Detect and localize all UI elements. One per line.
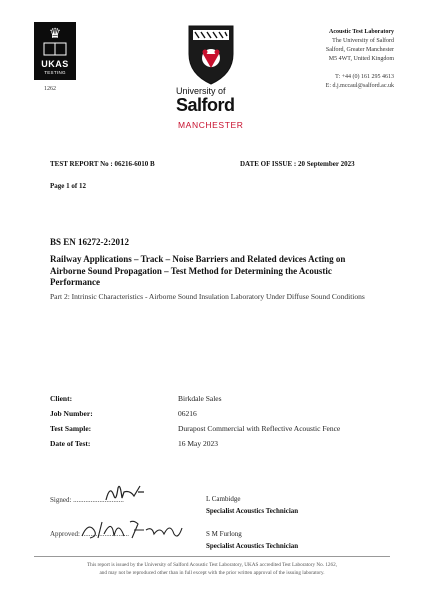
approver-role: Specialist Acoustics Technician [206, 542, 299, 550]
client-value: Birkdale Sales [178, 394, 222, 403]
university-name: Salford [176, 95, 235, 115]
client-label: Client: [50, 394, 73, 403]
footer-line: This report is issued by the University of Salford Acoustic Test Laboratory, UKAS accredited Test Laboratory No. 1262, [87, 562, 337, 568]
ukas-number: 1262 [44, 86, 56, 92]
university-crest-icon [185, 24, 237, 86]
job-number-value: 06216 [178, 409, 197, 418]
signature-image [100, 480, 148, 506]
university-of: University of [176, 86, 226, 96]
approved-label: Approved: ........................... [50, 530, 129, 538]
footer-note [34, 561, 390, 577]
issue-date: DATE OF ISSUE : 20 September 2023 [240, 160, 355, 168]
university-city: MANCHESTER [178, 120, 244, 130]
signer-name: L Cambidge [206, 495, 241, 503]
footer-divider [34, 556, 390, 557]
tick-icon [43, 42, 67, 56]
page-count: Page 1 of 12 [50, 182, 86, 190]
signed-label: Signed: ............................. [50, 496, 124, 504]
address-line: The University of Salford [332, 38, 394, 44]
address-email: E: d.j.mccaul@salford.ac.uk [325, 83, 394, 89]
standard-code: BS EN 16272-2:2012 [50, 237, 130, 247]
address-line: Salford, Greater Manchester [325, 47, 394, 53]
ukas-sub: TESTING [44, 70, 66, 75]
standard-part: Part 2: Intrinsic Characteristics - Airborne Sound Insulation Laboratory Under Diffuse Sound Conditions [50, 292, 365, 301]
standard-title: Railway Applications – Track – Noise Barriers and Related devices Acting on Airborne Sound Propagation – Test Method for Determining the Acoustic Performance [50, 254, 346, 287]
signer-role: Specialist Acoustics Technician [206, 507, 299, 515]
test-sample-value: Durapost Commercial with Reflective Acoustic Fence [178, 424, 341, 433]
test-sample-label: Test Sample: [50, 424, 92, 433]
crown-icon: ♛ [48, 27, 62, 42]
date-of-test-label: Date of Test: [50, 439, 91, 448]
address-line: Acoustic Test Laboratory [329, 29, 394, 35]
address-line: M5 4WT, United Kingdom [328, 56, 394, 62]
ukas-logo [34, 22, 76, 80]
footer-line: and may not be reproduced other than in full except with the prior written approval of the issuing laboratory. [99, 570, 325, 576]
address-phone: T: +44 (0) 161 295 4613 [335, 74, 394, 80]
approver-name: S M Furlong [206, 530, 242, 538]
approval-signature-image [78, 516, 188, 542]
ukas-word: UKAS [41, 59, 69, 69]
date-of-test-value: 16 May 2023 [178, 439, 218, 448]
lab-address [326, 28, 394, 91]
job-number-label: Job Number: [50, 409, 93, 418]
report-number: TEST REPORT No : 06216-6010 B [50, 160, 155, 168]
